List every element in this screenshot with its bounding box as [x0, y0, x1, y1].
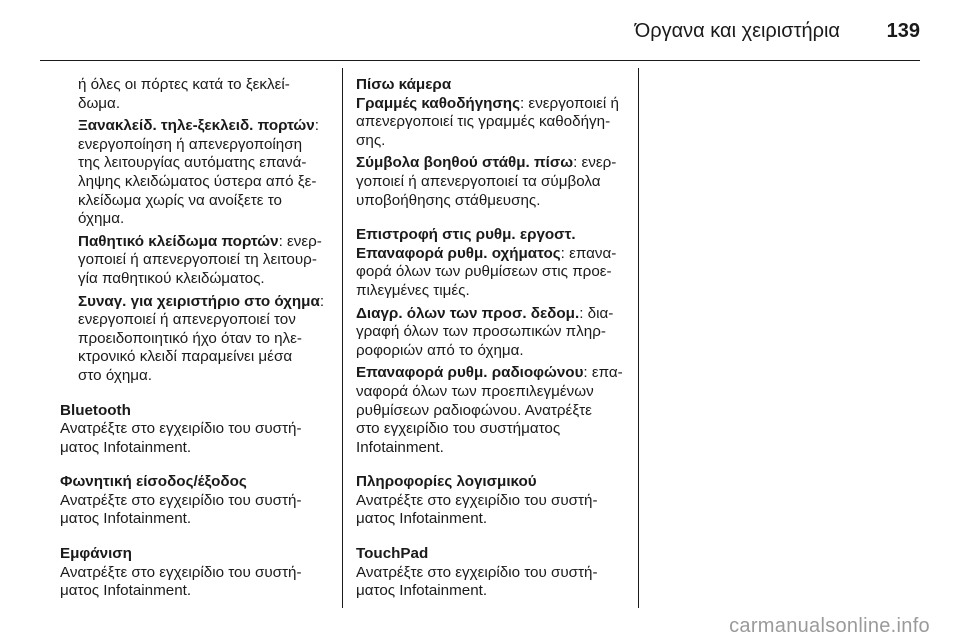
key-alert-entry: Συναγ. για χειριστήριο στο όχημα: ενεργοποιεί ή απενεργοποιεί τον προειδοποιητικό ήχο όταν το ηλε- κτρονικό κλειδί παραμείνει μέσα στο όχημα.: [60, 293, 332, 386]
text-line: Infotainment.: [356, 438, 444, 456]
passive-lock-entry: [60, 233, 332, 289]
page-title: Όργανα και χειριστήρια: [634, 20, 840, 42]
passive-lock-term: Παθητικό κλείδωμα πορτών: [78, 232, 279, 250]
text-line: κτρονικό κλειδί παραμείνει μέσα: [78, 348, 293, 366]
text-line: όχημα.: [78, 210, 125, 228]
text-line: γραφή όλων των προσωπικών πληρ-: [356, 323, 606, 341]
text-line: γοποιεί ή απενεργοποιεί τη λειτουρ-: [78, 251, 317, 269]
section-heading: Πληροφορίες λογισμικού: [356, 473, 537, 491]
text-line: ενεργοποιεί ή απενεργοποιεί τον: [78, 311, 296, 329]
section-heading: Πίσω κάμερα: [356, 76, 452, 93]
text-fragment: : δια-: [579, 304, 614, 322]
text-fragment: : επα-: [583, 364, 623, 382]
section-heading: Εμφάνιση: [60, 545, 132, 563]
text-line: πιλεγμένες τιμές.: [356, 281, 470, 299]
text-line: ματος Infotainment.: [60, 438, 192, 456]
column-right: [356, 76, 628, 601]
bluetooth-section: [60, 402, 332, 458]
text-line: Ανατρέξτε στο εγχειρίδιο του συστή-: [356, 563, 598, 581]
rear-camera-section: [356, 76, 628, 210]
text-line: κλείδωμα χωρίς να ανοίξετε το: [78, 191, 282, 209]
column-divider-left: [342, 68, 343, 608]
page-header: [0, 0, 960, 64]
text-line: ροφοριών από το όχημα.: [356, 341, 524, 359]
text-line: της λειτουργίας αυτόματης επανά-: [78, 154, 307, 172]
text-fragment: : επανα-: [560, 244, 617, 262]
text-line: γοποιεί ή απενεργοποιεί τα σύμβολα: [356, 172, 601, 190]
text-fragment: : ενερ-: [573, 154, 617, 172]
factory-settings-section: [356, 226, 628, 457]
text-line: ενεργοποίηση ή απενεργοποίηση: [78, 135, 303, 153]
text-line: γία παθητικού κλειδώματος.: [78, 269, 265, 287]
column-divider-right: [638, 68, 639, 608]
text-fragment: : ενερ-: [278, 232, 322, 250]
page-number: 139: [886, 20, 920, 42]
text-line: προειδοποιητικό ήχο όταν το ηλε-: [78, 329, 302, 347]
text-line: Ανατρέξτε στο εγχειρίδιο του συστή-: [356, 491, 598, 509]
text-line: ματος Infotainment.: [356, 510, 488, 528]
text-line: φορά όλων των ρυθμίσεων στις προε-: [356, 263, 612, 281]
text-line: ματος Infotainment.: [60, 582, 192, 600]
touchpad-section: [356, 545, 628, 601]
continued-text: [60, 76, 332, 113]
text-line: απενεργοποιεί τις γραμμές καθοδήγη-: [356, 113, 611, 131]
text-line: ληψης κλειδώματος ύστερα από ξε-: [78, 172, 317, 190]
key-alert-term: Συναγ. για χειριστήριο στο όχημα: [78, 292, 320, 310]
text-line: ρυθμίσεων ραδιοφώνου. Ανατρέξτε: [356, 401, 592, 419]
restore-radio-term: Επαναφορά ρυθμ. ραδιοφώνου: [356, 364, 584, 382]
text-line: δωμα.: [78, 94, 121, 112]
text-fragment: : ενεργοποιεί ή: [519, 94, 619, 112]
software-info-section: [356, 473, 628, 529]
header-rule: [40, 60, 920, 61]
section-heading: Bluetooth: [60, 401, 131, 419]
voice-section: [60, 473, 332, 529]
text-line: Ανατρέξτε στο εγχειρίδιο του συστή-: [60, 563, 302, 581]
text-line: Ανατρέξτε στο εγχειρίδιο του συστή-: [60, 420, 302, 438]
park-symbols-term: Σύμβολα βοηθού στάθμ. πίσω: [356, 154, 574, 172]
text-line: υποβοήθησης στάθμευσης.: [356, 191, 541, 209]
text-line: σης.: [356, 131, 386, 149]
text-line: στο εγχειρίδιο του συστήματος: [356, 420, 561, 438]
clear-personal-term: Διαγρ. όλων των προσ. δεδομ.: [356, 304, 580, 322]
section-heading: Φωνητική είσοδος/έξοδος: [60, 473, 247, 491]
text-line: στο όχημα.: [78, 366, 153, 384]
text-line: ματος Infotainment.: [60, 510, 192, 528]
relock-entry: Ξανακλείδ. τηλε-ξεκλειδ. πορτών: ενεργοποίηση ή απενεργοποίηση της λειτουργίας αυτόματης επανά- ληψης κλειδώματος ύστερα από ξε- κλείδωμα χωρίς να ανοίξετε το όχημα.: [60, 117, 332, 229]
section-heading: TouchPad: [356, 545, 429, 563]
guidelines-term: Γραμμές καθοδήγησης: [356, 94, 520, 112]
text-line: ή όλες οι πόρτες κατά το ξεκλεί-: [78, 76, 290, 93]
column-left: [60, 76, 332, 601]
text-line: ναφορά όλων των προεπιλεγμένων: [356, 382, 594, 400]
restore-vehicle-term: Επαναφορά ρυθμ. οχήματος: [356, 244, 561, 262]
display-section: [60, 545, 332, 601]
section-heading: Επιστροφή στις ρυθμ. εργοστ.: [356, 226, 576, 244]
watermark: carmanualsonline.info: [729, 615, 930, 637]
relock-term: Ξανακλείδ. τηλε-ξεκλειδ. πορτών: [78, 117, 315, 135]
text-line: Ανατρέξτε στο εγχειρίδιο του συστή-: [60, 491, 302, 509]
text-line: ματος Infotainment.: [356, 582, 488, 600]
